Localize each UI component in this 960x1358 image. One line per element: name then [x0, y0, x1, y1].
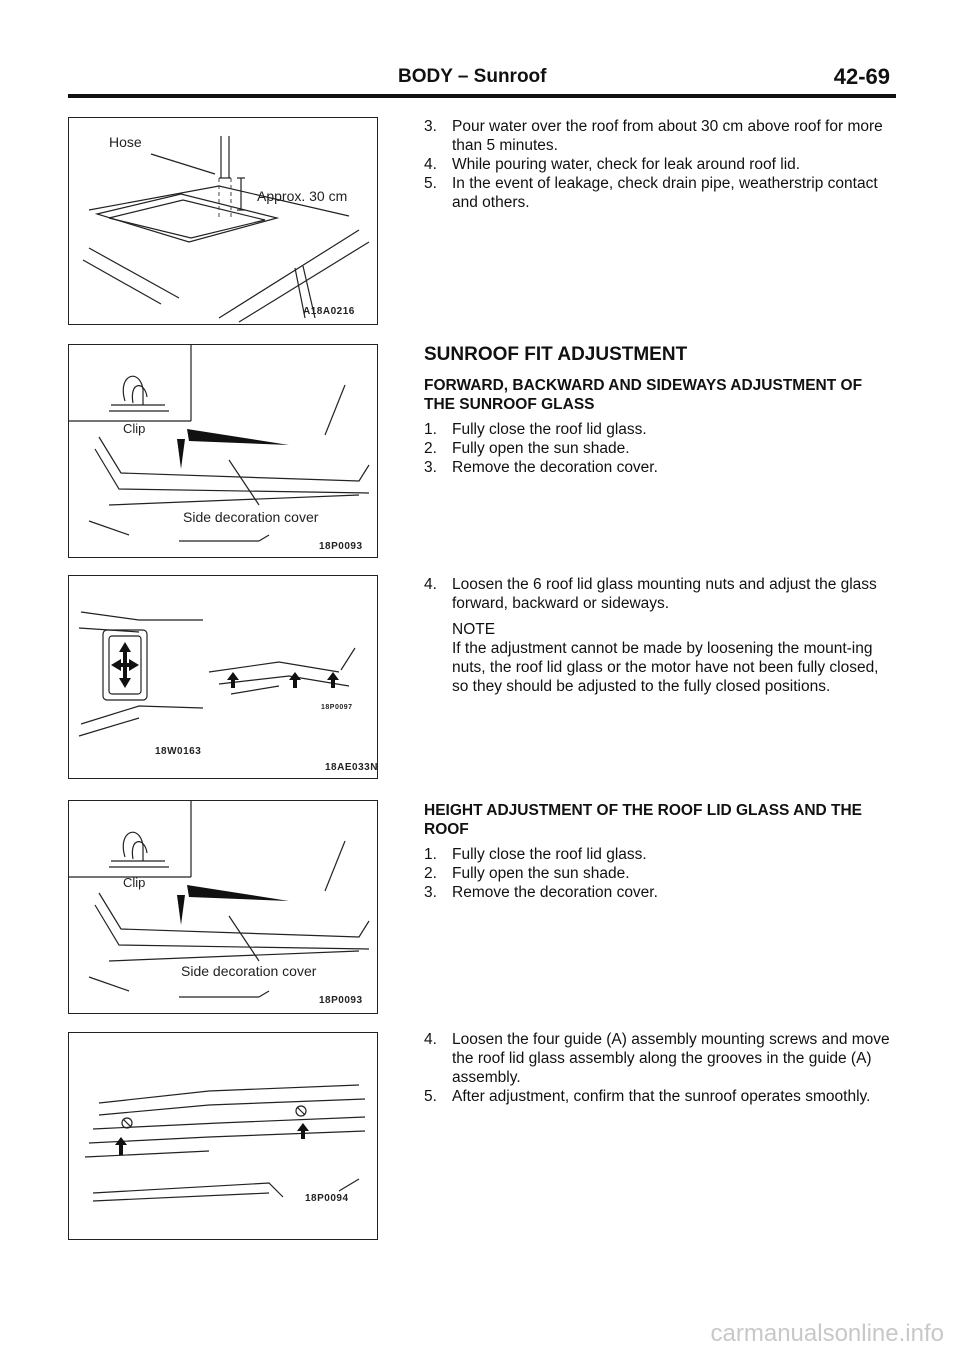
adjustment-illustration	[69, 576, 377, 778]
decoration-cover-illustration	[69, 345, 377, 557]
side-decoration-cover-label: Side decoration cover	[183, 509, 319, 525]
clip-pointer	[187, 885, 289, 901]
step-item: 3. Remove the decoration cover.	[424, 884, 658, 901]
approx-label: Approx. 30 cm	[257, 188, 348, 204]
clip-pointer	[187, 429, 289, 445]
note-title: NOTE	[452, 621, 496, 638]
step-item: 3. Remove the decoration cover.	[424, 459, 658, 476]
figure-code: A18A0216	[303, 306, 355, 317]
fit-adjustment-steps	[424, 420, 896, 477]
guide-arrows-icon	[115, 1123, 309, 1155]
figure-code: 18AE033N	[325, 762, 378, 773]
height-adjustment-steps-b	[424, 1030, 896, 1106]
guide-assembly-illustration	[69, 1033, 377, 1239]
hose-label: Hose	[109, 134, 142, 150]
height-adjustment-steps	[424, 845, 896, 902]
note-text: If the adjustment cannot be made by loosening the mount-ing nuts, the roof lid glass or the motor have not been fully closed, so they should be adjusted to the fully closed positions.	[452, 640, 879, 695]
header-rule	[68, 94, 896, 98]
step-item: 5. After adjustment, confirm that the sunroof operates smoothly.	[424, 1088, 871, 1105]
step-item: 3. Pour water over the roof from about 30 cm above roof for more than 5 minutes.	[424, 118, 883, 154]
step-item: 2. Fully open the sun shade.	[424, 440, 630, 457]
water-test-steps	[424, 117, 896, 212]
figure-code-left: 18W0163	[155, 746, 202, 757]
step-item: 1. Fully close the roof lid glass.	[424, 421, 647, 438]
figure-guide-assembly	[68, 1032, 378, 1240]
step-item: 4. Loosen the 6 roof lid glass mounting nuts and adjust the glass forward, backward or sideways.	[424, 576, 877, 612]
figure-adjustment-directions	[68, 575, 378, 779]
section-subheading: HEIGHT ADJUSTMENT OF THE ROOF LID GLASS AND THE ROOF	[424, 802, 863, 838]
figure-code: 18P0093	[319, 995, 363, 1006]
arrows-icon	[111, 642, 339, 688]
figure-code: 18P0093	[319, 541, 363, 552]
step-item: 4. Loosen the four guide (A) assembly mounting screws and move the roof lid glass assembly along the grooves in the guide (A) assembly.	[424, 1031, 890, 1086]
step-item: 2. Fully open the sun shade.	[424, 865, 630, 882]
page-title: BODY – Sunroof	[398, 66, 547, 87]
figure-decoration-cover-2	[68, 800, 378, 1014]
figure-decoration-cover	[68, 344, 378, 558]
step-item: 4. While pouring water, check for leak around roof lid.	[424, 156, 801, 173]
section-subheading: FORWARD, BACKWARD AND SIDEWAYS ADJUSTMENT OF THE SUNROOF GLASS	[424, 377, 863, 413]
step-item: 5. In the event of leakage, check drain pipe, weatherstrip contact and others.	[424, 175, 878, 211]
decoration-cover-illustration	[69, 801, 377, 1013]
figure-code-small: 18P0097	[321, 704, 353, 711]
step-item: 1. Fully close the roof lid glass.	[424, 846, 647, 863]
watermark: carmanualsonline.info	[710, 1320, 944, 1347]
clip-label: Clip	[123, 875, 146, 890]
figure-code: 18P0094	[305, 1193, 349, 1204]
side-decoration-cover-label: Side decoration cover	[181, 963, 317, 979]
clip-label: Clip	[123, 421, 146, 436]
section-heading: SUNROOF FIT ADJUSTMENT	[424, 344, 688, 365]
page-number: 42-69	[833, 64, 890, 89]
figure-water-test	[68, 117, 378, 325]
page-header	[68, 64, 890, 96]
fit-adjustment-step4	[424, 575, 896, 696]
